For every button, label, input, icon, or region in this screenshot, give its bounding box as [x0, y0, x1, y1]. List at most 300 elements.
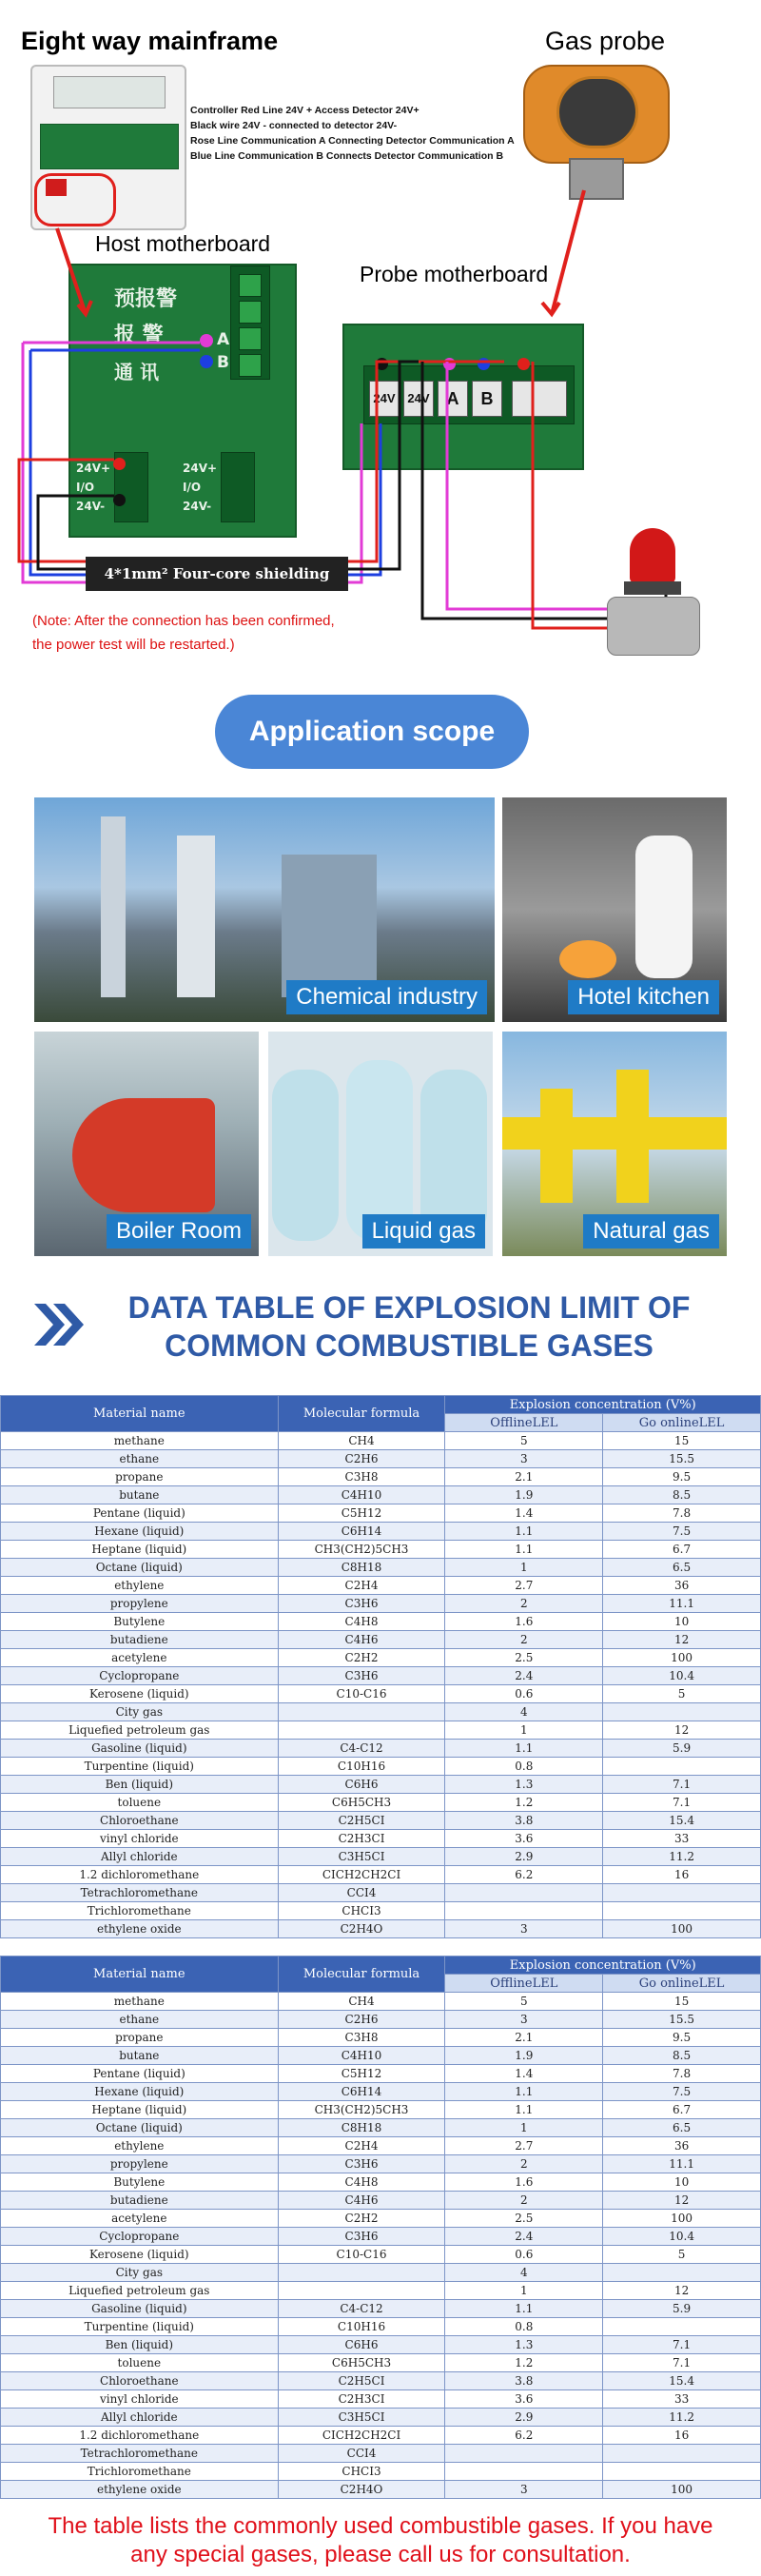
cell-offline-lel: 3 — [445, 1450, 603, 1468]
cell-offline-lel: 0.8 — [445, 1758, 603, 1776]
table-row — [1, 2390, 761, 2409]
mainframe-title: Eight way mainframe — [21, 27, 279, 55]
cell-formula: CH4 — [278, 1432, 445, 1450]
cell-online-lel: 7.8 — [603, 2065, 761, 2083]
cell-online-lel — [603, 2264, 761, 2282]
cell-online-lel: 10 — [603, 1613, 761, 1631]
cell-material: Allyl chloride — [1, 2409, 279, 2427]
cell-online-lel: 5.9 — [603, 2300, 761, 2318]
wire-rose — [23, 343, 361, 582]
cell-material: ethane — [1, 1450, 279, 1468]
cell-material: Kerosene (liquid) — [1, 1685, 279, 1703]
cell-online-lel: 7.5 — [603, 1523, 761, 1541]
wiring-diagram — [0, 0, 761, 666]
cell-formula: C3H6 — [278, 1667, 445, 1685]
cell-offline-lel: 0.6 — [445, 2246, 603, 2264]
host-term-24vp: 24V+ — [76, 462, 111, 475]
cell-online-lel: 6.5 — [603, 2119, 761, 2137]
cell-formula: C4-C12 — [278, 2300, 445, 2318]
col-explosion-concentration: Explosion concentration (V%) — [445, 1957, 761, 1975]
cell-formula: C4H10 — [278, 1486, 445, 1504]
cell-online-lel — [603, 2318, 761, 2336]
scope-label-boiler: Boiler Room — [107, 1214, 251, 1249]
table-row — [1, 2029, 761, 2047]
cell-material: Gasoline (liquid) — [1, 1740, 279, 1758]
cell-formula: CH4 — [278, 1993, 445, 2011]
cell-online-lel: 100 — [603, 1920, 761, 1938]
cell-online-lel: 5 — [603, 2246, 761, 2264]
footer-line-1: The table lists the commonly used combustible gases. If you have — [48, 2513, 713, 2539]
cell-material: butane — [1, 1486, 279, 1504]
cell-formula — [278, 1703, 445, 1721]
table-row — [1, 1486, 761, 1504]
cell-offline-lel: 1.1 — [445, 2101, 603, 2119]
cell-formula: C4H10 — [278, 2047, 445, 2065]
table-row — [1, 2300, 761, 2318]
cell-formula: C6H6 — [278, 2336, 445, 2354]
probe-title: Gas probe — [545, 27, 666, 55]
cell-offline-lel: 2.1 — [445, 1468, 603, 1486]
probe-term-a: A — [438, 381, 468, 417]
cell-online-lel: 15.4 — [603, 2372, 761, 2390]
cell-online-lel: 12 — [603, 1631, 761, 1649]
cell-online-lel: 11.2 — [603, 1848, 761, 1866]
cell-material: 1.2 dichloromethane — [1, 2427, 279, 2445]
cell-offline-lel: 1 — [445, 2282, 603, 2300]
cell-material: Liquefied petroleum gas — [1, 2282, 279, 2300]
cell-offline-lel: 1.9 — [445, 2047, 603, 2065]
cell-online-lel: 16 — [603, 1866, 761, 1884]
cell-online-lel: 9.5 — [603, 1468, 761, 1486]
table-row — [1, 2083, 761, 2101]
cell-formula: C10-C16 — [278, 2246, 445, 2264]
cell-offline-lel: 1.3 — [445, 1776, 603, 1794]
cell-material: propylene — [1, 2155, 279, 2173]
cell-formula — [278, 2282, 445, 2300]
cell-offline-lel — [445, 2463, 603, 2481]
cell-online-lel: 15 — [603, 1993, 761, 2011]
cell-online-lel: 11.1 — [603, 2155, 761, 2173]
cell-offline-lel: 6.2 — [445, 1866, 603, 1884]
cell-offline-lel: 2.1 — [445, 2029, 603, 2047]
cell-material: Trichloromethane — [1, 2463, 279, 2481]
photo-boiler-room — [34, 1032, 259, 1256]
cell-material: ethylene oxide — [1, 2481, 279, 2499]
arrow-mainframe — [57, 228, 86, 314]
cell-online-lel — [603, 2463, 761, 2481]
host-term-io: I/O — [76, 481, 95, 494]
cell-material: propane — [1, 1468, 279, 1486]
cell-online-lel: 7.1 — [603, 1794, 761, 1812]
table-row — [1, 1468, 761, 1486]
cell-online-lel: 11.1 — [603, 1595, 761, 1613]
table-row — [1, 2065, 761, 2083]
photo-hotel-kitchen — [502, 797, 727, 1022]
cell-material: Heptane (liquid) — [1, 1541, 279, 1559]
cell-material: Allyl chloride — [1, 1848, 279, 1866]
table-row — [1, 1721, 761, 1740]
cell-material: Chloroethane — [1, 2372, 279, 2390]
wire-line-blue: Blue Line Communication B Connects Detector Communication B — [190, 150, 504, 162]
footer-note — [0, 2512, 761, 2569]
cell-formula: C4H6 — [278, 1631, 445, 1649]
cell-offline-lel: 5 — [445, 1993, 603, 2011]
cell-material: Trichloromethane — [1, 1902, 279, 1920]
cell-material: Cyclopropane — [1, 1667, 279, 1685]
scope-label-natural: Natural gas — [583, 1214, 719, 1249]
cell-online-lel: 10.4 — [603, 1667, 761, 1685]
cell-online-lel: 16 — [603, 2427, 761, 2445]
cell-offline-lel — [445, 1902, 603, 1920]
cell-material: Octane (liquid) — [1, 1559, 279, 1577]
host-term-right-io: I/O — [183, 481, 202, 494]
table-row — [1, 2011, 761, 2029]
cell-material: Butylene — [1, 2173, 279, 2192]
note-line-2: the power test will be restarted.) — [32, 637, 235, 653]
table-row — [1, 2119, 761, 2137]
cell-online-lel: 6.7 — [603, 1541, 761, 1559]
cell-formula: C10H16 — [278, 2318, 445, 2336]
table-row — [1, 1559, 761, 1577]
cell-online-lel: 100 — [603, 1649, 761, 1667]
cell-formula: CICH2CH2CI — [278, 1866, 445, 1884]
cell-online-lel: 10 — [603, 2173, 761, 2192]
table-row — [1, 1812, 761, 1830]
explosion-table-2 — [0, 1956, 761, 2499]
cable-label: 4*1mm² Four-core shielding wire — [86, 557, 348, 591]
table-row — [1, 2463, 761, 2481]
wire-blue — [30, 350, 380, 575]
cell-online-lel: 8.5 — [603, 1486, 761, 1504]
table-row — [1, 1595, 761, 1613]
host-term-24vn: 24V- — [76, 500, 106, 513]
scope-label-kitchen: Hotel kitchen — [568, 980, 719, 1014]
cell-material: propylene — [1, 1595, 279, 1613]
table-row — [1, 1740, 761, 1758]
table-row — [1, 2155, 761, 2173]
table-row — [1, 1830, 761, 1848]
cell-formula: C10H16 — [278, 1758, 445, 1776]
host-cn-prealarm: 预报警 — [114, 287, 178, 311]
cell-material: Ben (liquid) — [1, 1776, 279, 1794]
cell-online-lel: 8.5 — [603, 2047, 761, 2065]
probe-motherboard-label: Probe motherboard — [360, 262, 549, 286]
cell-formula: C2H6 — [278, 1450, 445, 1468]
cell-material: toluene — [1, 1794, 279, 1812]
cell-online-lel: 33 — [603, 1830, 761, 1848]
cell-material: ethylene oxide — [1, 1920, 279, 1938]
table-row — [1, 1667, 761, 1685]
cell-material: City gas — [1, 2264, 279, 2282]
host-label-b: B — [217, 353, 229, 372]
cell-online-lel: 12 — [603, 2192, 761, 2210]
table-row — [1, 2137, 761, 2155]
cell-offline-lel: 0.6 — [445, 1685, 603, 1703]
cell-online-lel: 7.8 — [603, 1504, 761, 1523]
table-row — [1, 1776, 761, 1794]
photo-natural-gas — [502, 1032, 727, 1256]
cell-material: vinyl chloride — [1, 2390, 279, 2409]
cell-online-lel — [603, 1758, 761, 1776]
alarm-beacon — [590, 528, 704, 661]
cell-online-lel: 7.1 — [603, 1776, 761, 1794]
cell-online-lel: 7.1 — [603, 2336, 761, 2354]
cell-offline-lel: 3 — [445, 2011, 603, 2029]
cell-offline-lel: 1.1 — [445, 1523, 603, 1541]
cell-offline-lel: 0.8 — [445, 2318, 603, 2336]
table-row — [1, 1523, 761, 1541]
probe-term-24v-b: 24V — [403, 381, 434, 417]
cell-online-lel: 100 — [603, 2210, 761, 2228]
cell-formula: C6H5CH3 — [278, 1794, 445, 1812]
cell-material: City gas — [1, 1703, 279, 1721]
cell-material: Liquefied petroleum gas — [1, 1721, 279, 1740]
table-row — [1, 2481, 761, 2499]
cell-online-lel: 33 — [603, 2390, 761, 2409]
cell-formula: C2H5CI — [278, 1812, 445, 1830]
cell-formula: C3H8 — [278, 2029, 445, 2047]
note-line-1: (Note: After the connection has been confirmed, — [32, 613, 335, 629]
cell-material: toluene — [1, 2354, 279, 2372]
cell-formula: CCI4 — [278, 2445, 445, 2463]
photo-chemical-industry — [34, 797, 495, 1022]
cell-material: Octane (liquid) — [1, 2119, 279, 2137]
cell-material: acetylene — [1, 1649, 279, 1667]
cell-offline-lel: 2 — [445, 1595, 603, 1613]
wire-red — [19, 362, 504, 561]
cell-offline-lel: 2.4 — [445, 2228, 603, 2246]
cell-material: propane — [1, 2029, 279, 2047]
cell-material: Hexane (liquid) — [1, 1523, 279, 1541]
table-row — [1, 2210, 761, 2228]
col-material-name: Material name — [1, 1396, 279, 1432]
cell-offline-lel: 3.8 — [445, 1812, 603, 1830]
cell-formula: C3H6 — [278, 2155, 445, 2173]
cell-formula: C4-C12 — [278, 1740, 445, 1758]
cell-formula: C3H8 — [278, 1468, 445, 1486]
cell-formula: C6H6 — [278, 1776, 445, 1794]
cell-formula: C2H4 — [278, 1577, 445, 1595]
cell-online-lel: 6.5 — [603, 1559, 761, 1577]
cell-material: Turpentine (liquid) — [1, 2318, 279, 2336]
cell-formula: CH3(CH2)5CH3 — [278, 2101, 445, 2119]
cell-offline-lel: 2 — [445, 2155, 603, 2173]
cell-online-lel: 9.5 — [603, 2029, 761, 2047]
table-row — [1, 1703, 761, 1721]
cell-offline-lel: 2.7 — [445, 1577, 603, 1595]
table-row — [1, 1685, 761, 1703]
table-row — [1, 1920, 761, 1938]
cell-material: Tetrachloromethane — [1, 2445, 279, 2463]
cell-material: butadiene — [1, 2192, 279, 2210]
cell-formula: C4H8 — [278, 2173, 445, 2192]
cell-offline-lel: 3.6 — [445, 1830, 603, 1848]
cell-material: Pentane (liquid) — [1, 1504, 279, 1523]
cell-material: Ben (liquid) — [1, 2336, 279, 2354]
cell-formula: C3H6 — [278, 1595, 445, 1613]
cell-material: butadiene — [1, 1631, 279, 1649]
explosion-table-1 — [0, 1395, 761, 1938]
cell-material: Kerosene (liquid) — [1, 2246, 279, 2264]
table-row — [1, 2228, 761, 2246]
arrow-probe — [552, 190, 584, 314]
scope-label-chemical: Chemical industry — [286, 980, 487, 1014]
table-row — [1, 2318, 761, 2336]
table-row — [1, 2173, 761, 2192]
cell-offline-lel: 1.1 — [445, 2300, 603, 2318]
cell-material: ethylene — [1, 1577, 279, 1595]
probe-term-b: B — [472, 381, 502, 417]
cell-formula: C6H14 — [278, 1523, 445, 1541]
cell-online-lel: 100 — [603, 2481, 761, 2499]
table-row — [1, 1993, 761, 2011]
host-cn-comm: 通 讯 — [114, 361, 159, 383]
cell-online-lel: 7.1 — [603, 2354, 761, 2372]
table-row — [1, 2427, 761, 2445]
cell-formula: C2H3CI — [278, 1830, 445, 1848]
col-offline-lel: OfflineLEL — [445, 1975, 603, 1993]
cell-online-lel: 36 — [603, 1577, 761, 1595]
cell-formula: C4H6 — [278, 2192, 445, 2210]
table-row — [1, 2354, 761, 2372]
cell-formula: C2H4O — [278, 2481, 445, 2499]
cell-formula: C2H2 — [278, 1649, 445, 1667]
cell-online-lel: 5 — [603, 1685, 761, 1703]
cell-formula: C2H4O — [278, 1920, 445, 1938]
cell-offline-lel: 2.4 — [445, 1667, 603, 1685]
table-row — [1, 1758, 761, 1776]
cell-material: Tetrachloromethane — [1, 1884, 279, 1902]
cell-formula: C6H5CH3 — [278, 2354, 445, 2372]
cell-online-lel — [603, 2445, 761, 2463]
probe-term-24v-a: 24V — [369, 381, 400, 417]
cell-formula: C5H12 — [278, 2065, 445, 2083]
cell-material: Chloroethane — [1, 1812, 279, 1830]
table-row — [1, 1794, 761, 1812]
cell-material: 1.2 dichloromethane — [1, 1866, 279, 1884]
host-label-a: A — [217, 330, 230, 349]
cell-online-lel — [603, 1884, 761, 1902]
cell-material: vinyl chloride — [1, 1830, 279, 1848]
cell-formula: CHCI3 — [278, 2463, 445, 2481]
table-row — [1, 2246, 761, 2264]
cell-offline-lel: 2.9 — [445, 2409, 603, 2427]
cell-offline-lel — [445, 1884, 603, 1902]
cell-online-lel: 5.9 — [603, 1740, 761, 1758]
heading-line-2: COMMON COMBUSTIBLE GASES — [165, 1328, 654, 1363]
cell-online-lel: 12 — [603, 1721, 761, 1740]
table-row — [1, 1866, 761, 1884]
cell-formula: C8H18 — [278, 1559, 445, 1577]
table-row — [1, 2336, 761, 2354]
host-cn-alarm: 报 警 — [114, 324, 164, 347]
cell-offline-lel: 1.3 — [445, 2336, 603, 2354]
cell-offline-lel: 1.4 — [445, 1504, 603, 1523]
cell-formula: C4H8 — [278, 1613, 445, 1631]
wire-line-rose: Rose Line Communication A Connecting Detector Communication A — [190, 135, 515, 147]
cell-material: butane — [1, 2047, 279, 2065]
application-scope-title: Application scope — [215, 695, 529, 769]
cell-formula: CHCI3 — [278, 1902, 445, 1920]
cell-formula: C2H3CI — [278, 2390, 445, 2409]
cell-offline-lel: 1.6 — [445, 1613, 603, 1631]
table-row — [1, 1848, 761, 1866]
cell-offline-lel: 3 — [445, 2481, 603, 2499]
host-term-right-24vp: 24V+ — [183, 462, 218, 475]
cell-online-lel: 15.5 — [603, 2011, 761, 2029]
cell-formula: C2H4 — [278, 2137, 445, 2155]
host-term-right-24vn: 24V- — [183, 500, 212, 513]
table-row — [1, 1613, 761, 1631]
cell-material: methane — [1, 1432, 279, 1450]
host-motherboard-label: Host motherboard — [95, 231, 271, 256]
photo-liquid-gas — [268, 1032, 493, 1256]
cell-formula: CH3(CH2)5CH3 — [278, 1541, 445, 1559]
table-row — [1, 1541, 761, 1559]
cell-online-lel: 6.7 — [603, 2101, 761, 2119]
col-online-lel: Go onlineLEL — [603, 1975, 761, 1993]
cell-offline-lel: 1.1 — [445, 1541, 603, 1559]
explosion-table-heading — [95, 1288, 723, 1365]
table-row — [1, 1450, 761, 1468]
cell-formula: CCI4 — [278, 1884, 445, 1902]
cell-offline-lel: 2.9 — [445, 1848, 603, 1866]
cell-material: Cyclopropane — [1, 2228, 279, 2246]
cell-online-lel: 36 — [603, 2137, 761, 2155]
table-row — [1, 2372, 761, 2390]
cell-offline-lel: 3 — [445, 1920, 603, 1938]
cell-online-lel: 11.2 — [603, 2409, 761, 2427]
cell-formula: C8H18 — [278, 2119, 445, 2137]
table-row — [1, 2409, 761, 2427]
double-chevron-icon — [30, 1302, 88, 1347]
table-row — [1, 1631, 761, 1649]
cell-offline-lel: 1 — [445, 1721, 603, 1740]
cell-offline-lel: 1.4 — [445, 2065, 603, 2083]
col-molecular-formula: Molecular formula — [278, 1396, 445, 1432]
table-row — [1, 1902, 761, 1920]
cell-offline-lel: 1 — [445, 2119, 603, 2137]
cell-formula: CICH2CH2CI — [278, 2427, 445, 2445]
cell-online-lel — [603, 1703, 761, 1721]
cell-formula: C2H5CI — [278, 2372, 445, 2390]
cell-offline-lel: 2.5 — [445, 2210, 603, 2228]
table-row — [1, 2101, 761, 2119]
cell-offline-lel: 1.9 — [445, 1486, 603, 1504]
cell-online-lel: 12 — [603, 2282, 761, 2300]
note-text — [32, 609, 335, 657]
table-row — [1, 2264, 761, 2282]
table-row — [1, 2192, 761, 2210]
cell-material: ethane — [1, 2011, 279, 2029]
table-row — [1, 1504, 761, 1523]
cell-online-lel: 15 — [603, 1432, 761, 1450]
wire-line-black: Black wire 24V - connected to detector 24V- — [190, 120, 398, 131]
cell-online-lel — [603, 1902, 761, 1920]
cell-offline-lel: 1.6 — [445, 2173, 603, 2192]
cell-formula — [278, 1721, 445, 1740]
cell-offline-lel — [445, 2445, 603, 2463]
cell-offline-lel: 4 — [445, 2264, 603, 2282]
cell-formula: C2H2 — [278, 2210, 445, 2228]
table-row — [1, 2282, 761, 2300]
col-online-lel: Go onlineLEL — [603, 1414, 761, 1432]
cell-formula: C3H6 — [278, 2228, 445, 2246]
cell-formula: C2H6 — [278, 2011, 445, 2029]
cell-formula: C10-C16 — [278, 1685, 445, 1703]
cell-formula: C3H5CI — [278, 1848, 445, 1866]
cell-material: Turpentine (liquid) — [1, 1758, 279, 1776]
